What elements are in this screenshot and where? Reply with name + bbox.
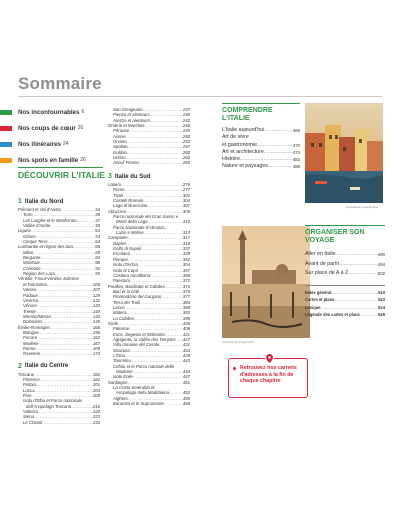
toc-entry-title: Castelli Romani xyxy=(113,198,144,204)
toc-entry-title: dell'Arcipelago Toscano xyxy=(26,403,72,409)
toc-entry xyxy=(222,156,300,163)
toc-entry xyxy=(108,160,190,165)
toc-entry-page: 439 xyxy=(182,353,190,358)
toc-entry-page: 309 xyxy=(182,208,190,214)
toc-entry-page: 35 xyxy=(95,212,100,218)
toc-entry-title: Naples xyxy=(113,240,127,246)
toc-entry-title: Golfo di Napoli xyxy=(113,246,142,252)
toc-entry-page: 140 xyxy=(92,308,100,314)
toc-entry-title: Florence xyxy=(23,376,40,382)
toc-entry-title: Trieste xyxy=(23,308,36,314)
toc-entry-page: 310 xyxy=(182,219,190,225)
toc-entry-title: Matera xyxy=(113,310,127,316)
toc-entry-title: La Calabre xyxy=(113,315,135,321)
leader-dots xyxy=(360,311,378,318)
toc-entry-page: 339 xyxy=(182,251,190,257)
toc-entry-page: 442 xyxy=(182,358,190,364)
toc-entry-page: 220 xyxy=(92,409,100,415)
toc-entry-title: Nature et paysages xyxy=(222,163,268,170)
toc-entry-page: 490 xyxy=(377,252,385,257)
toc-entry-title: Bologne xyxy=(23,329,39,335)
toc-entry-page: 162 xyxy=(92,335,100,341)
toc-entry xyxy=(305,311,385,318)
toc-entry-title: Campanie xyxy=(108,235,128,241)
toc-entry-title: Index général xyxy=(305,290,332,296)
toc-entry-page: 431 xyxy=(182,342,190,348)
leader-dots xyxy=(257,142,293,149)
toc-entry-title: Padoue xyxy=(23,292,38,298)
toc-entry-page: 84 xyxy=(95,255,100,261)
toc-entry-page: 452 xyxy=(182,390,190,396)
leader-dots xyxy=(264,149,293,156)
toc-entry xyxy=(305,250,385,260)
photo-credit: Venice/Getty Images Plus xyxy=(222,340,255,344)
toc-entry-title: Cinque Terre xyxy=(23,239,48,245)
toc-entry-page: 245 xyxy=(182,123,190,129)
toc-entry-title: Bari et la côte xyxy=(113,288,140,294)
toc-entry-title: Isola d'Ischia xyxy=(113,262,138,268)
toc-entry-title: Toscane xyxy=(18,371,35,377)
toc-entry-page: 204 xyxy=(92,387,100,393)
toc-entry-page: 502 xyxy=(377,271,385,277)
toc-entry-page: 237 xyxy=(182,107,190,112)
chapter-1-heading xyxy=(18,198,100,205)
toc-entry-title: Volterra xyxy=(23,409,38,415)
toc-entry-title: Arcipelago della Maddalena xyxy=(116,390,170,396)
toc-entry-title: Tivoli xyxy=(113,192,123,198)
toc-entry-title: Madonie xyxy=(116,369,133,375)
toc-entry-page: 260 xyxy=(182,149,190,155)
toc-entry-page: 143 xyxy=(92,313,100,319)
color-marker xyxy=(0,110,12,115)
toc-entry-page: 494 xyxy=(377,261,385,267)
section-rule xyxy=(18,167,103,168)
title-rule xyxy=(18,96,382,97)
highlight-page: 24 xyxy=(63,141,69,147)
toc-entry-page: 510 xyxy=(378,290,385,296)
toc-entry-page: 233 xyxy=(92,419,100,425)
toc-entry-title: Vénétie, Frioul-Vénétie Julienne xyxy=(18,276,79,282)
toc-entry-page: 250 xyxy=(182,133,190,139)
toc-entry-page: 405 xyxy=(182,320,190,326)
toc-entry-title: Vallée d'Aoste xyxy=(23,223,51,229)
toc-entry-title: Ferrare xyxy=(23,335,38,341)
toc-entry-title: Latium xyxy=(108,182,121,187)
toc-entry-title: L'Italie aujourd'hui xyxy=(222,127,265,133)
leader-dots xyxy=(339,260,377,270)
toc-entry-title: Ercolano xyxy=(113,251,130,257)
toc-entry-page: 182 xyxy=(92,376,100,382)
toc-entry-page: 209 xyxy=(92,393,100,398)
section-organiser xyxy=(305,225,385,318)
toc-entry-page: 451 xyxy=(182,379,190,385)
toc-entry-title: Isola di Capri xyxy=(113,267,139,273)
toc-entry-page: 167 xyxy=(92,340,100,346)
toc-entry-page: 129 xyxy=(92,292,100,298)
toc-entry-page: 253 xyxy=(182,139,190,145)
toc-entry-page: 223 xyxy=(92,414,100,420)
toc-entry-title: Costiera Amalfitana xyxy=(113,272,151,278)
toc-entry-page: 455 xyxy=(182,395,190,401)
toc-entry-page: 523 xyxy=(378,297,385,303)
toc-column-1 xyxy=(18,195,100,425)
toc-entry-title: Isole Eolie xyxy=(113,374,133,380)
section-comprendre-title: COMPRENDRE L'ITALIE xyxy=(222,107,273,122)
toc-entry-page: 92 xyxy=(95,265,100,271)
highlight-label: Nos incontournables xyxy=(18,108,80,116)
toc-entry-page: 318 xyxy=(182,240,190,246)
section-decouvrir xyxy=(18,167,108,180)
toc-entry-page: 265 xyxy=(182,160,190,166)
index-entries xyxy=(305,285,385,318)
toc-entry-page: 486 xyxy=(292,164,300,170)
toc-entry-title: Vérone xyxy=(23,303,37,309)
toc-entry-page: 470 xyxy=(292,142,300,148)
toc-entry-title: Orvieto xyxy=(113,139,127,145)
toc-entry-title: Parme xyxy=(23,345,36,351)
leader-dots xyxy=(320,304,378,311)
toc-entry-title: Parco Nazionale d'Abruzzo, xyxy=(113,224,166,230)
toc-entry xyxy=(305,260,385,270)
toc-entry-title: Taormina xyxy=(113,358,131,364)
toc-entry-title: Vicence xyxy=(23,297,39,303)
chapter-1-entries xyxy=(18,207,100,357)
toc-entry-page: 456 xyxy=(182,401,190,407)
toc-entry-page: 240 xyxy=(182,112,190,118)
toc-entry-title: Émilie-Romagne xyxy=(18,324,50,330)
leader-dots xyxy=(331,289,378,296)
toc-entry-page: 257 xyxy=(182,144,190,150)
toc-entry-page: 95 xyxy=(95,271,100,277)
toc-entry xyxy=(305,304,385,311)
toc-entry-title: Lazio e Molise xyxy=(116,230,144,236)
toc-entry-page: 351 xyxy=(182,256,190,262)
toc-entry-page: 354 xyxy=(182,262,190,268)
toc-entry-title: Lombardie et région des lacs xyxy=(18,244,74,250)
toc-entry-page: 427 xyxy=(182,336,190,342)
toc-entry-page: 216 xyxy=(92,403,100,409)
toc-entry-page: 526 xyxy=(378,311,385,317)
toc-entry-title: San Gimignano xyxy=(113,107,143,112)
comprendre-entries xyxy=(222,127,300,171)
toc-entry-page: 169 xyxy=(92,345,100,351)
toc-entry-title: Pistoia xyxy=(23,382,36,388)
toc-entry-page: 69 xyxy=(95,249,100,255)
toc-entry-title: Siracusa xyxy=(113,347,130,353)
toc-entry-page: 88 xyxy=(95,260,100,266)
leader-dots xyxy=(264,127,292,134)
toc-entry-title: Histoire xyxy=(222,156,240,163)
toc-entry-title: Lexique xyxy=(305,304,321,310)
toc-entry-title: Rome xyxy=(113,187,125,193)
toc-entry-page: 173 xyxy=(92,351,100,357)
highlight-label: Nos itinéraires xyxy=(18,140,61,148)
toc-entry-title: Aller en Italie xyxy=(305,251,336,257)
toc-entry-page: 374 xyxy=(182,283,190,289)
toc-entry-title: L'Etna xyxy=(113,353,126,358)
leader-dots xyxy=(240,156,293,163)
toc-entry-page: 337 xyxy=(182,246,190,252)
leader-dots xyxy=(268,163,293,170)
toc-entry-page: 301 xyxy=(182,192,190,198)
toc-entry-page: 201 xyxy=(92,382,100,388)
toc-entry-page: 393 xyxy=(182,310,190,316)
page-title: Sommaire xyxy=(18,74,102,93)
chapter-3-heading xyxy=(108,173,190,180)
toc-entry-page: 106 xyxy=(92,281,100,287)
toc-entry-title: Mantoue xyxy=(23,260,40,266)
toc-entry-title: Pise xyxy=(23,393,32,398)
toc-entry-title: Palerme xyxy=(113,326,130,332)
toc-entry-title: Pouilles, Basilicate et Calabre xyxy=(108,283,165,289)
leader-dots xyxy=(42,420,92,425)
toc-entry-title: Merano/Meran xyxy=(23,313,51,319)
toc-entry-page: 434 xyxy=(182,347,190,353)
toc-entry-title: Parco nazionale del Gran Sasso e xyxy=(113,214,179,220)
toc-entry-title: Bergame xyxy=(23,255,41,261)
toc-entry-title: Erice, Segesta et Selinunte xyxy=(113,331,165,337)
toc-entry-title: Assise xyxy=(113,133,126,139)
toc-entry-page: 357 xyxy=(182,267,190,273)
toc-entry-title: et Dolomites xyxy=(23,281,47,287)
chapter-2-continued xyxy=(108,107,190,166)
toc-entry-title: Légende des cartes et plans xyxy=(305,311,360,317)
toc-entry-page: 182 xyxy=(92,371,100,377)
highlight-item xyxy=(0,120,98,136)
toc-entry-title: Abruzzes xyxy=(108,208,126,214)
color-marker xyxy=(0,142,12,147)
organiser-entries xyxy=(305,250,385,279)
leader-dots xyxy=(334,296,378,303)
section-rule xyxy=(222,103,300,104)
toc-entry-title: Lago di Bracciano xyxy=(113,203,148,209)
toc-entry-page: 388 xyxy=(182,304,190,310)
leader-dots xyxy=(164,401,183,406)
leader-dots xyxy=(336,250,378,260)
toc-entry xyxy=(222,149,300,156)
toc-entry xyxy=(305,269,385,279)
toc-entry-page: 132 xyxy=(92,297,100,303)
toc-entry-page: 277 xyxy=(182,187,190,193)
toc-entry-title: Gênes xyxy=(23,233,36,239)
toc-entry-title: Modène xyxy=(23,340,39,346)
chapter-number: 2 xyxy=(18,362,22,370)
toc-entry xyxy=(108,401,190,406)
highlight-page: 6 xyxy=(81,109,85,115)
bullet-icon xyxy=(233,367,236,370)
toc-entry-title: et gastronomie xyxy=(222,141,258,148)
toc-entry-page: 482 xyxy=(292,157,300,163)
toc-entry-page: 54 xyxy=(95,228,100,234)
toc-entry-page: 447 xyxy=(182,374,190,380)
toc-entry xyxy=(18,351,100,356)
toc-entry-page: 242 xyxy=(182,117,190,123)
toc-entry-page: 145 xyxy=(92,319,100,325)
toc-entry-page: 406 xyxy=(182,326,190,332)
highlight-label: Nos coups de cœur xyxy=(18,124,76,132)
photo-credit: Liguria/Getty Images Plus xyxy=(346,205,379,209)
leader-dots xyxy=(348,269,378,279)
toc-entry xyxy=(222,163,300,170)
toc-entry-page: 524 xyxy=(378,304,385,310)
highlight-label: Nos spots en famille xyxy=(18,156,79,164)
leader-dots xyxy=(40,351,93,356)
section-organiser-title: ORGANISER SON VOYAGE xyxy=(305,229,365,244)
toc-entry-title: Urbino xyxy=(113,155,126,161)
callout-text: Retrouvez nos carnets d'adresses à la fin de chaque chapitre xyxy=(240,365,297,385)
toc-entry-page: 466 xyxy=(292,128,300,133)
toc-entry-title: Promontorio del Gargano xyxy=(113,294,162,300)
toc-entry-title: Spoleto xyxy=(113,144,128,150)
toc-entry-title: Villa romaine del Casale xyxy=(113,342,160,348)
chapter-title: Italie du Sud xyxy=(114,173,151,180)
toc-entry-page: 398 xyxy=(182,315,190,321)
toc-entry-page: 245 xyxy=(182,128,190,134)
toc-entry-title: Venise xyxy=(23,287,36,293)
toc-entry xyxy=(222,127,300,134)
toc-entry-page: 263 xyxy=(182,155,190,161)
toc-entry-page: 133 xyxy=(92,303,100,309)
toc-entry-page: 276 xyxy=(182,182,190,187)
chapter-title: Italie du Centre xyxy=(24,363,69,370)
toc-entry-title: Région des Lacs xyxy=(23,271,56,277)
section-comprendre xyxy=(222,103,300,171)
chapter-2-heading xyxy=(18,363,100,370)
toc-entry-title: Paestum xyxy=(113,278,130,284)
toc-entry-title: Ligurie xyxy=(18,228,31,234)
toc-entry xyxy=(222,134,300,141)
toc-entry-title: Art de vivre xyxy=(222,134,249,141)
toc-entry xyxy=(18,420,100,425)
toc-entry-title: Pienza et alentours xyxy=(113,112,150,118)
toc-entry-title: Pérouse xyxy=(113,128,130,134)
toc-entry-page: 47 xyxy=(95,217,100,223)
chapter-2-entries xyxy=(18,372,100,425)
toc-entry-page: 317 xyxy=(182,235,190,241)
toc-entry-title: Avant de partir xyxy=(305,260,340,267)
color-marker xyxy=(0,158,12,163)
toc-entry-title: Ravenne xyxy=(23,351,41,357)
toc-entry-page: 375 xyxy=(182,288,190,294)
toc-entry-title: Le Chianti xyxy=(23,419,43,425)
toc-entry-page: 155 xyxy=(92,324,100,330)
toc-entry-page: 444 xyxy=(182,369,190,375)
toc-entry-title: Isola d'Elba et Parco nazionale xyxy=(23,398,82,404)
toc-entry-title: Cartes et plans xyxy=(305,297,335,303)
toc-entry-title: Milan xyxy=(23,249,34,255)
toc-entry-page: 54 xyxy=(95,233,100,239)
toc-entry-page: 107 xyxy=(92,287,100,293)
chapter-3-entries xyxy=(108,182,190,406)
toc-entry-title: Gubbio xyxy=(113,149,127,155)
section-decouvrir-title: DÉCOUVRIR L'ITALIE xyxy=(18,170,105,180)
toc-entry-title: Les Langhe et le Monferrato xyxy=(23,217,77,223)
highlights-list xyxy=(0,104,98,168)
toc-entry-page: 377 xyxy=(182,294,190,300)
toc-entry-title: Sardaigne xyxy=(108,379,128,385)
section-rule xyxy=(305,225,385,226)
toc-column-2 xyxy=(108,107,190,166)
toc-column-2b xyxy=(108,170,190,406)
toc-entry-title: Ascoli Piceno xyxy=(113,160,139,166)
color-marker xyxy=(0,126,12,131)
toc-entry-title: Sicile xyxy=(108,320,119,326)
toc-entry-page: 307 xyxy=(182,203,190,209)
toc-entry-title: La Costa Smeralda et xyxy=(113,385,155,391)
toc-entry-page: 156 xyxy=(92,329,100,335)
toc-entry-title: Dolomites xyxy=(23,319,43,325)
leader-dots xyxy=(139,160,183,165)
toc-entry-title: Agrigente, la Vallée des Temples xyxy=(113,336,176,342)
toc-entry xyxy=(305,289,385,296)
photo-venice xyxy=(222,226,310,338)
toc-entry xyxy=(222,142,300,149)
toc-entry-title: Sur place de A à Z xyxy=(305,270,349,277)
toc-entry-page: 34 xyxy=(95,207,100,212)
address-callout xyxy=(228,358,308,398)
toc-entry-title: Turin xyxy=(23,212,33,218)
highlight-page: 20 xyxy=(77,125,84,131)
toc-entry-page: 313 xyxy=(182,230,190,236)
toc-entry-page: 50 xyxy=(95,223,100,229)
toc-entry-title: Lucca xyxy=(23,387,35,393)
toc-entry-page: 366 xyxy=(182,272,190,278)
chapter-title: Italie du Nord xyxy=(24,198,64,205)
toc-entry xyxy=(305,296,385,303)
toc-entry-title: Pompei xyxy=(113,256,128,262)
toc-entry-page: 304 xyxy=(182,198,190,204)
toc-entry-page: 421 xyxy=(182,331,190,337)
toc-entry-title: Monti della Laga xyxy=(116,219,148,225)
highlight-item xyxy=(0,104,98,120)
chapter-number: 3 xyxy=(108,173,112,180)
toc-entry-page: 64 xyxy=(95,239,100,245)
highlight-page: 26 xyxy=(80,157,86,163)
map-pin-icon xyxy=(265,354,274,363)
toc-entry-page: 372 xyxy=(182,278,190,284)
toc-entry-title: Barumini et le Supramonte xyxy=(113,401,164,407)
toc-entry-title: Piémont et Val d'Aoste xyxy=(18,207,62,212)
toc-entry-title: Alghero xyxy=(113,395,128,401)
chapter-number: 1 xyxy=(18,198,22,205)
toc-entry-title: Siena xyxy=(23,414,34,420)
toc-entry-title: Arezzo et alentours xyxy=(113,117,151,123)
toc-entry-page: 384 xyxy=(182,299,190,305)
toc-entry-page: 474 xyxy=(292,149,300,155)
highlight-item xyxy=(0,152,98,168)
toc-entry-page: 68 xyxy=(95,244,100,250)
toc-entry-title: Terra dei Trulli xyxy=(113,299,140,305)
toc-entry-title: Crémone xyxy=(23,265,41,271)
photo-liguria xyxy=(305,103,383,203)
toc-entry-title: Lecce xyxy=(113,304,125,310)
toc-entry-title: Art et architecture xyxy=(222,148,264,155)
highlight-item xyxy=(0,136,98,152)
toc-entry-title: Cefalù et le Parco naturale delle xyxy=(113,363,175,369)
toc-entry-title: Ombrie et Marches xyxy=(108,123,145,129)
